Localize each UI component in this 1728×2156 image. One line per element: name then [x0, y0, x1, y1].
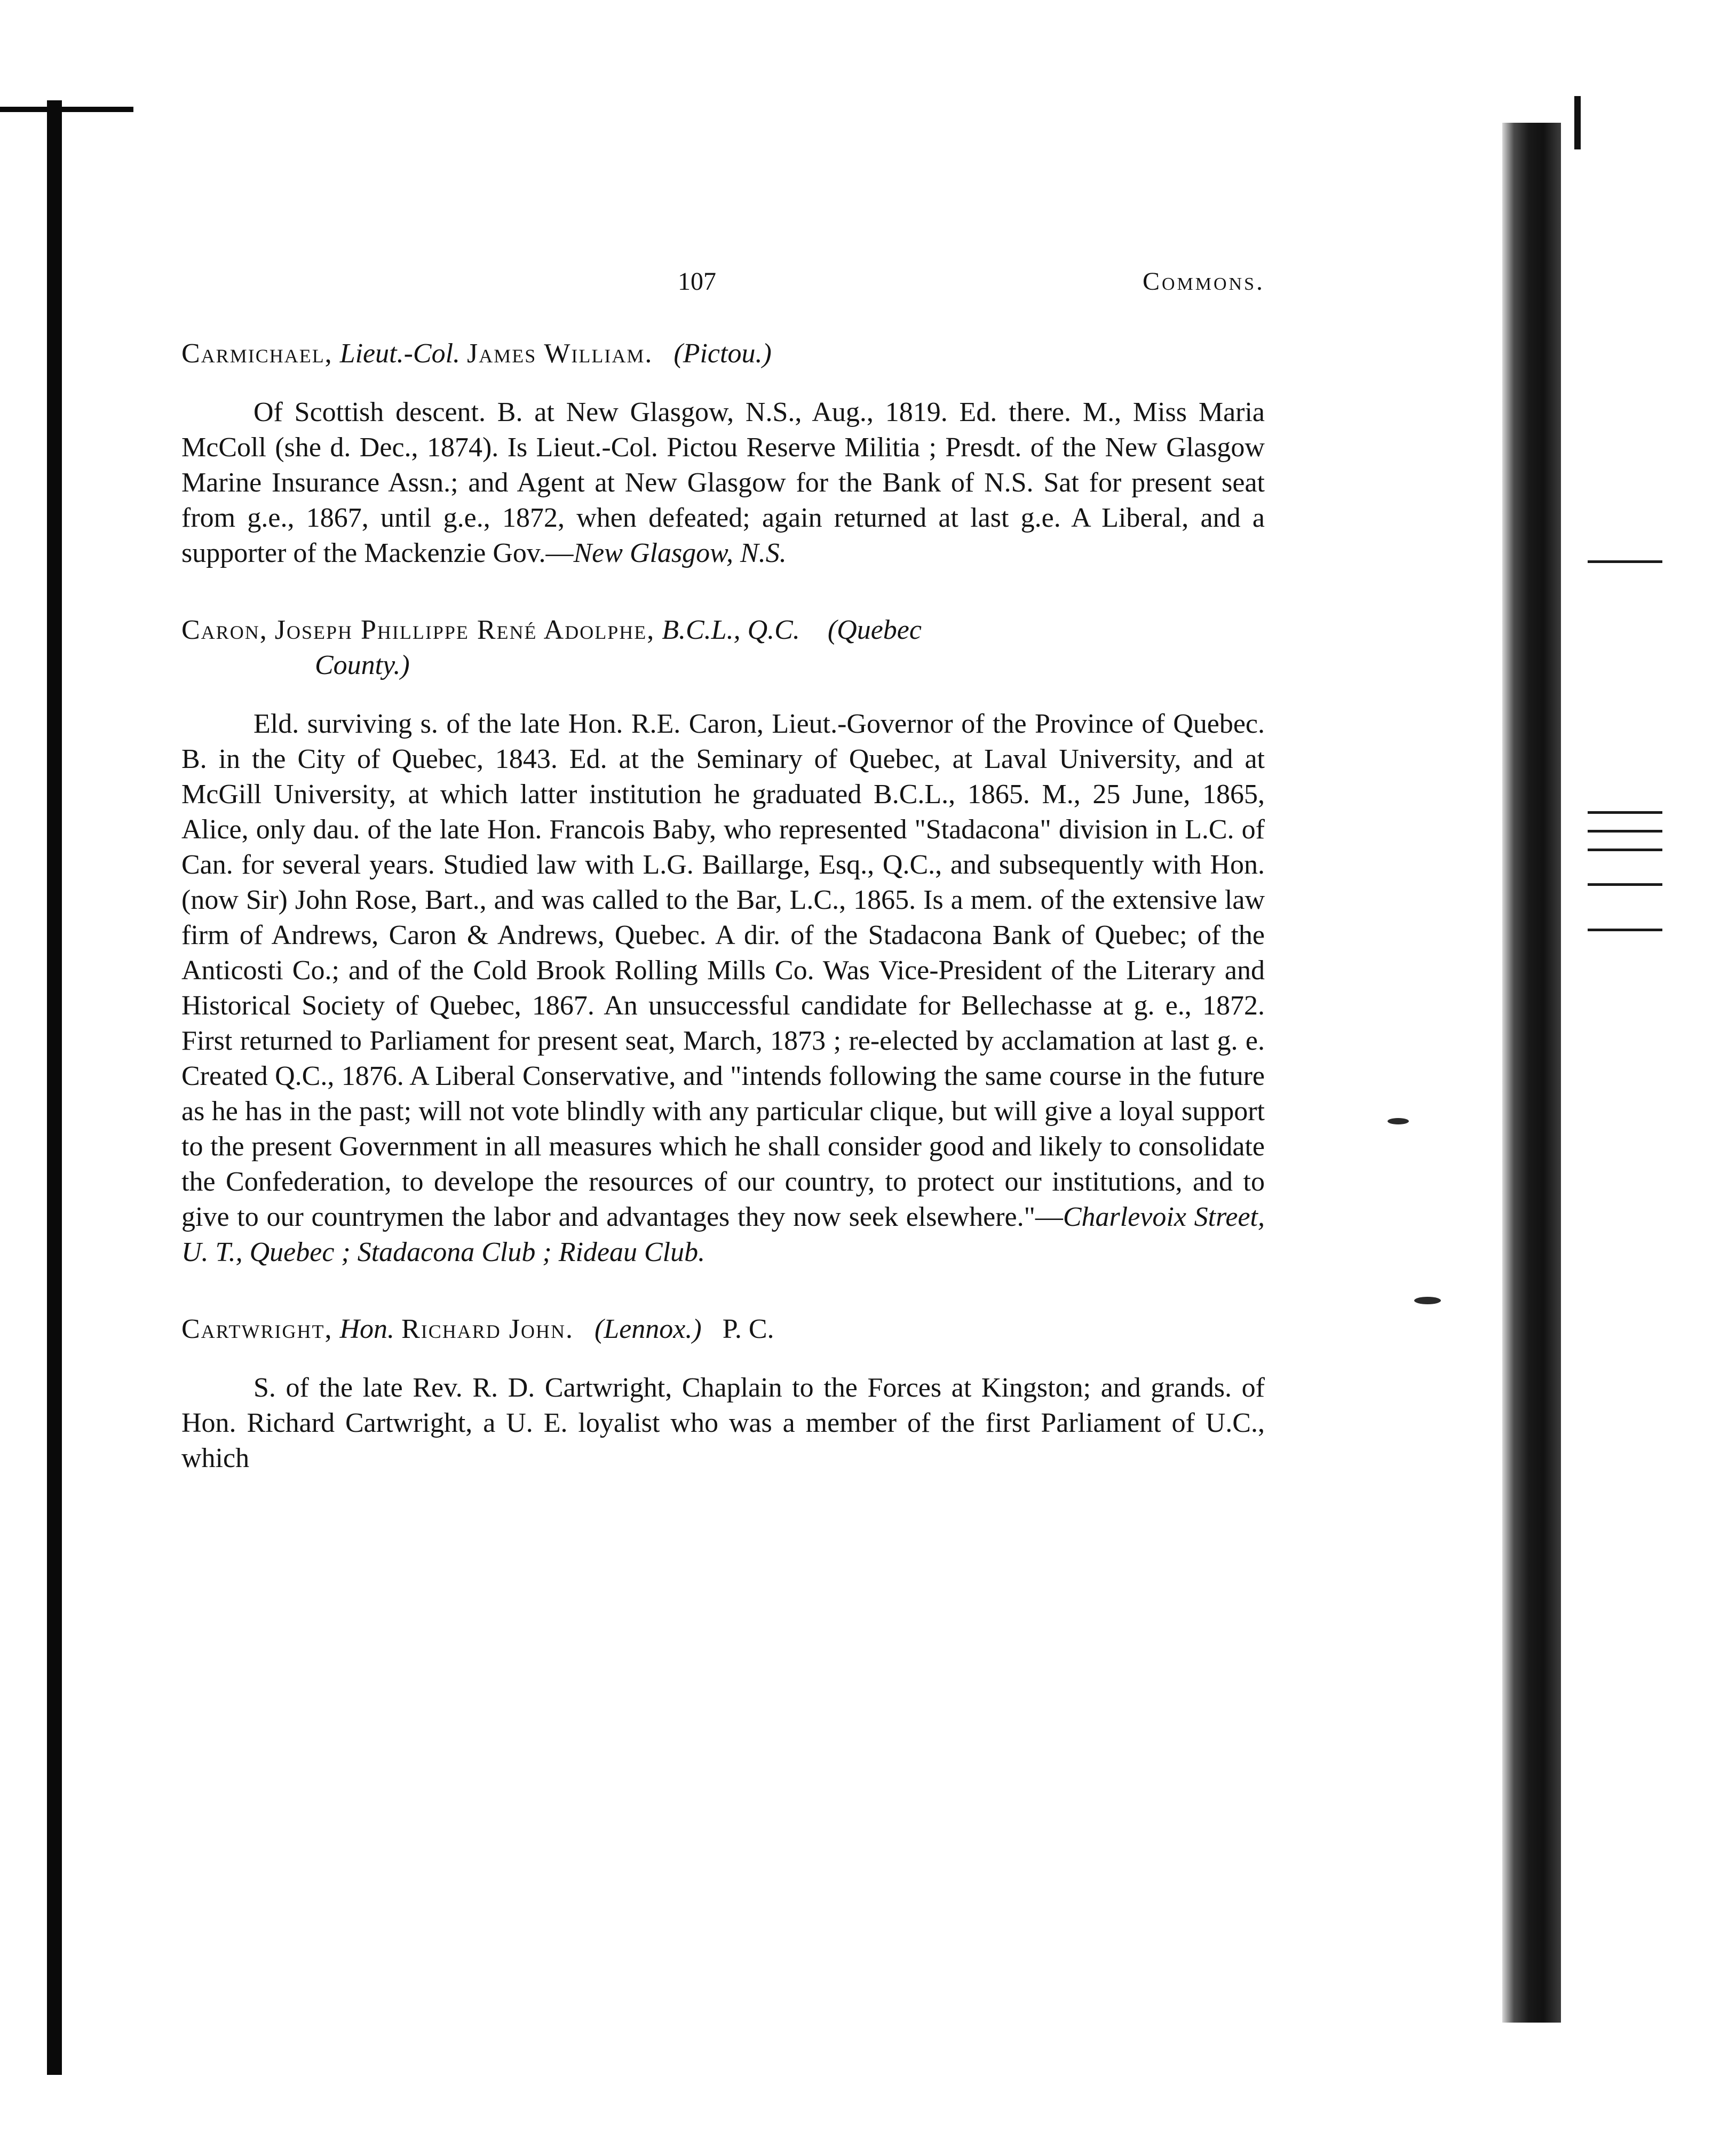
margin-tick: [1588, 811, 1662, 814]
entry-biography: [181, 707, 1265, 1270]
scan-edge-mark: [1574, 96, 1581, 149]
margin-tick: [1588, 830, 1662, 833]
entry-caron: [181, 613, 1265, 1270]
entry-surname: Caron,: [181, 615, 268, 645]
entry-constituency: (Quebec: [827, 615, 922, 645]
entry-suffix: P. C.: [722, 1314, 774, 1344]
entry-heading: [181, 1312, 1265, 1347]
ink-speck: [1414, 1297, 1441, 1304]
entry-constituency: (Pictou.): [673, 338, 772, 369]
margin-tick: [1588, 929, 1662, 931]
entry-biography-text: Eld. surviving s. of the late Hon. R.E. Caron, Lieut.-Governor of the Province of Quebec. B. in the City of Quebec, 1843. Ed. at the Seminary of Quebec, at Laval University, and at McGill University, at which latter institution he graduated B.C.L., 1865. M., 25 June, 1865, Alice, only dau. of the late Hon. Francois Baby, who represented "Stadacona" division in L.C. of Can. for several years. Studied law with L.G. Baillarge, Esq., Q.C., and subsequently with Hon. (now Sir) John Rose, Bart., and was called to the Bar, L.C., 1865. Is a mem. of the extensive law firm of Andrews, Caron & Andrews, Quebec. A dir. of the Stadacona Bank of Quebec; of the Anticosti Co.; and of the Cold Brook Rolling Mills Co. Was Vice-President of the Literary and Historical Society of Quebec, 1867. An unsuccessful candidate for Bellechasse at g. e., 1872. First returned to Parliament for present seat, March, 1873 ; re-elected by acclamation at last g. e. Created Q.C., 1876. A Liberal Conservative, and "intends following the same course in the future as he has in the past; will not vote blindly with any particular clique, but will give a loyal support to the present Government in all measures which he shall consider good and likely to consolidate the Confederation, to develope the resources of our country, to protect our institutions, and to give to our countrymen the labor and advantages they now seek elsewhere."—: [181, 709, 1265, 1232]
running-head: Commons.: [1142, 267, 1265, 296]
entry-address: New Glasgow, N.S.: [573, 538, 787, 568]
entry-given-names: Joseph Phillippe René Adolphe,: [274, 615, 655, 645]
entry-address: Charlevoix Street, U. T., Quebec ; Stadacona Club ; Rideau Club.: [181, 1202, 1265, 1267]
entry-surname: Cartwright,: [181, 1314, 333, 1344]
scan-edge-left: [47, 100, 62, 2075]
page-header: [181, 267, 1265, 304]
entry-heading: [181, 613, 1265, 683]
entry-given-names: James William.: [467, 338, 653, 369]
entry-title: Lieut.-Col.: [339, 338, 461, 369]
scan-edge-right: [1502, 123, 1561, 2023]
book-page: [181, 267, 1265, 1518]
entry-biography-text: S. of the late Rev. R. D. Cartwright, Chaplain to the Forces at Kingston; and grands. of Hon. Richard Cartwright, a U. E. loyalist who was a member of the first Parliament of U.C., which: [181, 1373, 1265, 1473]
entry-cartwright: [181, 1312, 1265, 1476]
entry-constituency-continued: County.): [315, 650, 410, 680]
margin-tick: [1588, 560, 1662, 563]
entry-carmichael: [181, 336, 1265, 571]
entry-heading: [181, 336, 1265, 371]
margin-tick: [1588, 883, 1662, 886]
entry-biography: [181, 1370, 1265, 1476]
entry-biography-text: Of Scottish descent. B. at New Glasgow, N.S., Aug., 1819. Ed. there. M., Miss Maria McColl (she d. Dec., 1874). Is Lieut.-Col. Pictou Reserve Militia ; Presdt. of the New Glasgow Marine Insurance Assn.; and Agent at New Glasgow for the Bank of N.S. Sat for present seat from g.e., 1867, until g.e., 1872, when defeated; again returned at last g.e. A Liberal, and a supporter of the Mackenzie Gov.—: [181, 397, 1265, 568]
margin-tick: [1588, 849, 1662, 851]
entry-degrees: B.C.L., Q.C.: [662, 615, 800, 645]
scan-edge-left-top: [0, 107, 133, 112]
entry-surname: Carmichael,: [181, 338, 333, 369]
entry-biography: [181, 395, 1265, 571]
entry-constituency: (Lennox.): [594, 1314, 702, 1344]
entry-title: Hon.: [339, 1314, 395, 1344]
page-number: 107: [678, 267, 716, 296]
ink-speck: [1388, 1118, 1409, 1124]
entry-given-names: Richard John.: [401, 1314, 574, 1344]
